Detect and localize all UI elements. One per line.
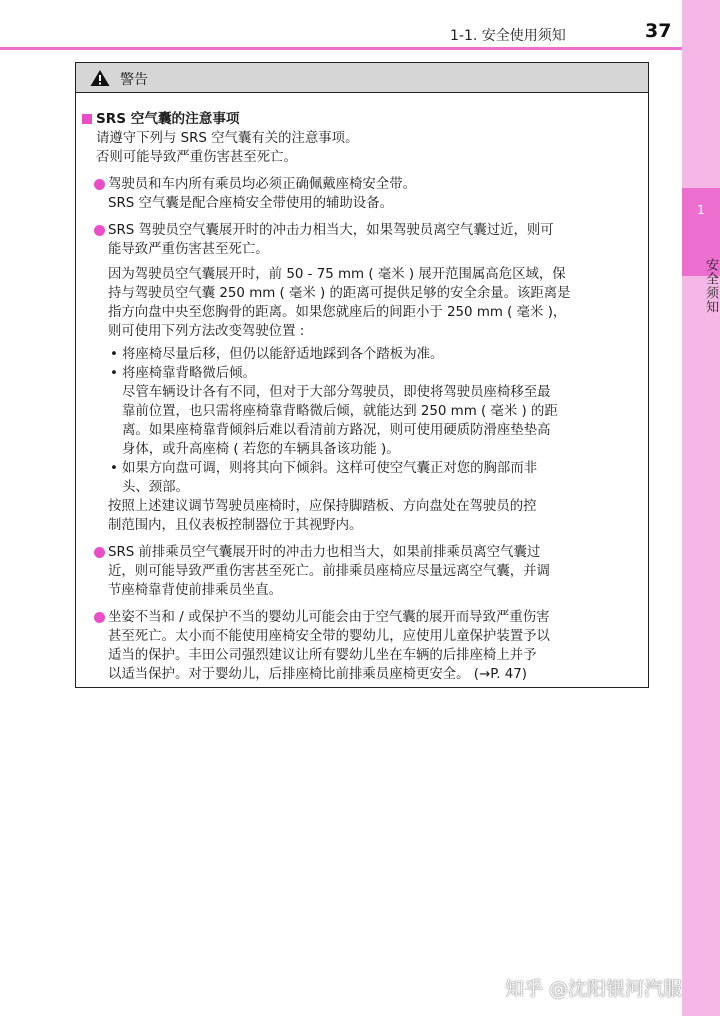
dot-bullet-icon: • [110,347,118,362]
intro-line: 请遵守下列与 SRS 空气囊有关的注意事项。 [96,131,359,146]
section-title: 1-1. 安全使用须知 [450,28,566,44]
detail-line: 持与驾驶员空气囊 250 mm ( 毫米 ) 的距离可提供足够的安全余量。该距离是 [108,286,571,301]
item-line: SRS 驾驶员空气囊展开时的冲击力相当大，如果驾驶员离空气囊过近，则可 [108,223,554,238]
detail-line: 指方向盘中央至您胸骨的距离。如果您就座后的间距小于 250 mm ( 毫米 )， [108,305,567,320]
detail-line: 则可使用下列方法改变驾驶位置 : [108,324,305,339]
bullet-line: 身体，或升高座椅 ( 若您的车辆具备该功能 )。 [122,442,400,457]
bullet-line: 靠前位置，也只需将座椅靠背略微后倾，就能达到 250 mm ( 毫米 ) 的距 [122,404,558,419]
square-bullet-icon [82,114,92,124]
item-line: 坐姿不当和 / 或保护不当的婴幼儿可能会由于空气囊的展开而导致严重伤害 [108,610,550,625]
warning-box [75,62,649,688]
closing-line: 制范围内，且仪表板控制器位于其视野内。 [108,518,363,533]
dot-bullet-icon: • [110,461,118,476]
circle-bullet-icon [94,225,105,236]
item-line: 能导致严重伤害甚至死亡。 [108,242,269,257]
item-line: 近，则可能导致严重伤害甚至死亡。前排乘员座椅应尽量远离空气囊，并调 [108,564,550,579]
section-heading: SRS 空气囊的注意事项 [82,110,647,129]
warning-item [82,543,647,600]
warning-item [82,175,647,213]
warning-item [82,608,647,684]
chapter-tab-number: 1 [697,203,705,217]
item-detail [82,265,647,341]
bullet-line: 如果方向盘可调，则将其向下倾斜。这样可使空气囊正对您的胸部而非 [122,461,538,476]
warning-triangle-icon [90,69,110,87]
circle-bullet-icon [94,547,105,558]
warning-title: 警告 [120,72,148,88]
detail-line: 因为驾驶员空气囊展开时，前 50 - 75 mm ( 毫米 ) 展开范围属高危区域，保 [108,267,566,282]
bullet-line: 将座椅尽量后移，但仍以能舒适地踩到各个踏板为准。 [122,347,444,362]
bullet-line: 尽管车辆设计各有不同，但对于大部分驾驶员，即使将驾驶员座椅移至最 [122,385,551,400]
item-closing [82,497,647,535]
intro-line: 否则可能导致严重伤害甚至死亡。 [96,150,297,165]
warning-content [82,110,647,684]
bullet-line: 头、颈部。 [122,480,189,495]
bullet-line: 离。如果座椅靠背倾斜后难以看清前方路况，则可使用硬质防滑座垫垫高 [122,423,551,438]
item-line: 适当的保护。丰田公司强烈建议让所有婴幼儿坐在车辆的后排座椅上并予 [108,648,537,663]
bullet-item [82,345,647,364]
warning-header [76,63,648,93]
watermark: 知乎 @沈阳银河汽服 [505,978,683,1000]
bullet-continuation [82,383,647,459]
chapter-tab-label: 安全须知 [703,258,718,314]
item-line: 节座椅靠背使前排乘员坐直。 [108,583,283,598]
bullet-item [82,459,647,497]
closing-line: 按照上述建议调节驾驶员座椅时，应保持脚踏板、方向盘处在驾驶员的控 [108,499,537,514]
bullet-line: 将座椅靠背略微后倾。 [122,366,256,381]
circle-bullet-icon [94,179,105,190]
side-edge-strip [682,0,720,1016]
item-line: SRS 空气囊是配合座椅安全带使用的辅助设备。 [108,196,393,211]
header-rule [0,47,682,50]
item-line: SRS 前排乘员空气囊展开时的冲击力也相当大，如果前排乘员离空气囊过 [108,545,541,560]
warning-item [82,221,647,259]
dot-bullet-icon: • [110,366,118,381]
item-line: 以适当保护。对于婴幼儿，后排座椅比前排乘员座椅更安全。 (→P. 47) [108,667,528,682]
circle-bullet-icon [94,612,105,623]
item-line: 驾驶员和车内所有乘员均必须正确佩戴座椅安全带。 [108,177,416,192]
page-number: 37 [645,20,672,42]
item-line: 甚至死亡。太小而不能使用座椅安全带的婴幼儿，应使用儿童保护装置予以 [108,629,550,644]
bullet-list [82,345,647,497]
bullet-item [82,364,647,383]
